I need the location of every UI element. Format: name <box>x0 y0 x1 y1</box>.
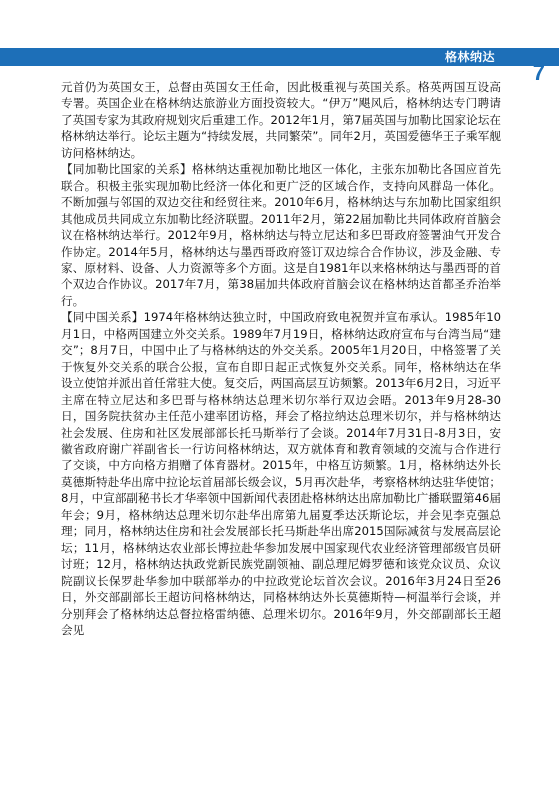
paragraph-uk-relations: 元首仍为英国女王，总督由英国女王任命，因此极重视与英国关系。格英两国互设高专署。英国企业在格林纳达旅游业方面投资较大。“伊万”飓风后，格林纳达专门聘请了英国专家为其政府规划灾后重建工作。2012年1月，第7届英国与加勒比国家论坛在格林纳达举行。论坛主题为“持续发展，共同繁荣”。同年2月，英国爱德华王子乘军舰访问格林纳达。 <box>61 80 501 160</box>
running-header-title: 格林纳达 <box>444 50 495 64</box>
body-text <box>61 79 501 638</box>
page-number: 7 <box>532 60 545 85</box>
paragraph-china-relations: 【同中国关系】1974年格林纳达独立时，中国政府致电祝贺并宣布承认。1985年10月1日，中格两国建立外交关系。1989年7月19日，格林纳达政府宣布与台湾当局“建交”；8月7日，中国中止了与格林纳达的外交关系。2005年1月20日，中格签署了关于恢复外交关系的联合公报，宣布自即日起正式恢复外交关系。同年，格林纳达在华设立使馆并派出首任常驻大使。复交后，两国高层互访频繁。2013年6月2日，习近平主席在特立尼达和多巴哥与格林纳达总理米切尔举行双边会晤。2013年9月28-30日，国务院扶贫办主任范小建率团访格，拜会了格拉纳达总理米切尔，并与格林纳达社会发展、住房和社区发展部部长托马斯举行了会谈。2014年7月31日-8月3日，安徽省政府谢广祥副省长一行访问格林纳达，双方就体育和教育领域的交流与合作进行了交谈，中方向格方捐赠了体育器材。2015年，中格互访频繁。1月，格林纳达外长莫德斯特赴华出席中拉论坛首届部长级会议，5月再次赴华，考察格林纳达驻华使馆；8月，中宣部副秘书长才华率领中国新闻代表团赴格林纳达出席加勒比广播联盟第46届年会；9月，格林纳达总理米切尔赴华出席第九届夏季达沃斯论坛，并会见李克强总理；同月，格林纳达住房和社会发展部长托马斯赴华出席2015国际减贫与发展高层论坛；11月，格林纳达农业部长博拉赴华参加发展中国家现代农业经济管理部级官员研讨班；12月，格林纳达执政党新民族党副领袖、副总理尼姆罗德和该党众议员、众议院副议长保罗赴华参加中联部举办的中拉政党论坛首次会议。2016年3月24日至26日，外交部副部长王超访问格林纳达，同格林纳达外长莫德斯特—柯温举行会谈，并分别拜会了格林纳达总督拉格雷纳德、总理米切尔。2016年9月，外交部副部长王超会见 <box>61 310 501 637</box>
paragraph-caribbean-relations: 【同加勒比国家的关系】格林纳达重视加勒比地区一体化，主张东加勒比各国应首先联合。积极主张实现加勒比经济一体化和更广泛的区域合作，支持向风群岛一体化。不断加强与邻国的双边交往和经贸往来。2010年6月，格林纳达与东加勒比国家组织其他成员共同成立东加勒比经济联盟。2011年2月，第22届加勒比共同体政府首脑会议在格林纳达举行。2012年9月，格林纳达与特立尼达和多巴哥政府签署油气开发合作协定。2014年5月，格林纳达与墨西哥政府签订双边综合合作协议，涉及金融、专家、原材料、设备、人力资源等多个方面。这是自1981年以来格林纳达与墨西哥的首个双边合作协议。2017年7月，第38届加共体政府首脑会议在格林纳达首都圣乔治举行。 <box>61 162 501 308</box>
